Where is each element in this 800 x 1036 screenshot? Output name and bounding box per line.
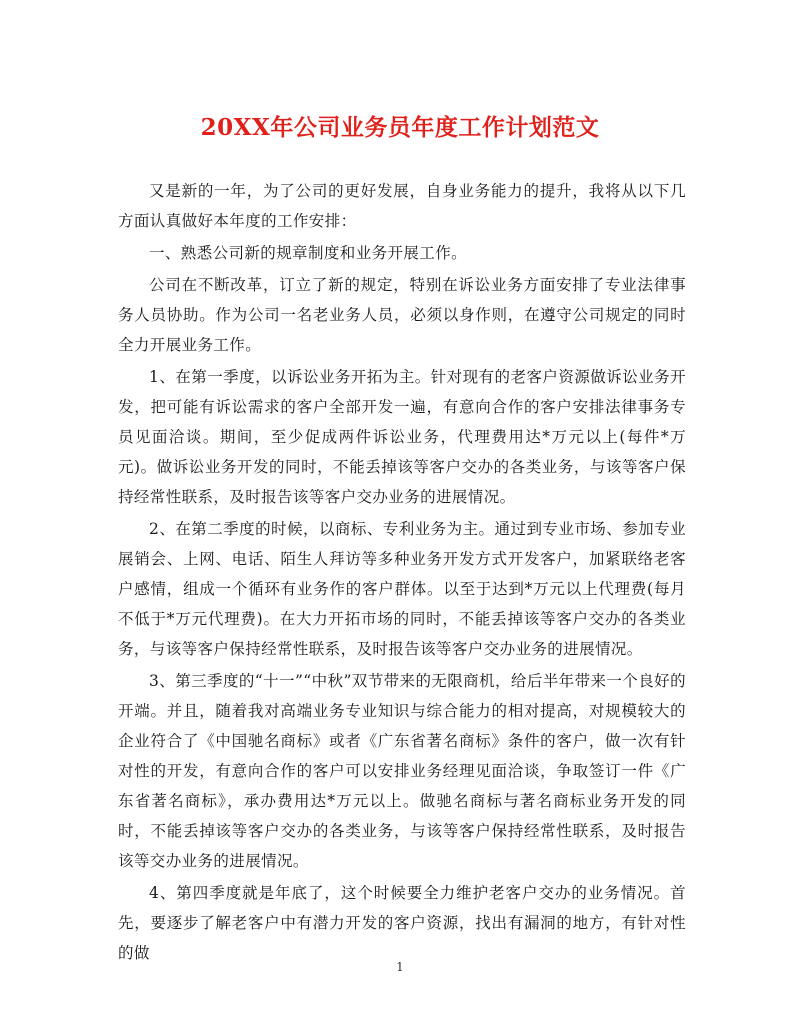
page-number: 1 — [396, 960, 404, 974]
paragraph-section-heading: 一、熟悉公司新的规章制度和业务开展工作。 — [149, 244, 468, 262]
paragraph-q4: 4、第四季度就是年底了，这个时候要全力维护老客户交办的业务情况。首先，要逐步了解老客户中有潜力开发的客户资源，找出有漏洞的地方，有针对性的做 — [118, 884, 686, 962]
paragraph-q3: 3、第三季度的“十一”“中秋”双节带来的无限商机，给后半年带来一个良好的开端。并且，随着我对高端业务专业知识与综合能力的相对提高，对规模较大的企业符合了《中国驰名商标》或者《广东省著名商标》条件的客户，做一次有针对性的开发，有意向合作的客户可以安排业务经理见面洽谈，争取签订一件《广东省著名商标》，承办费用达*万元以上。做驰名商标与著名商标业务开发的同时，不能丢掉该等客户交办的各类业务，与该等客户保持经常性联系，及时报告该等交办业务的进展情况。 — [118, 672, 686, 870]
document-body — [118, 176, 686, 968]
document-title: 20XX年公司业务员年度工作计划范文 — [200, 114, 600, 141]
paragraph-intro: 又是新的一年，为了公司的更好发展，自身业务能力的提升，我将从以下几方面认真做好本年度的工作安排： — [118, 182, 686, 230]
paragraph-q2: 2、在第二季度的时候，以商标、专利业务为主。通过到专业市场、参加专业展销会、上网、电话、陌生人拜访等多种业务开发方式开发客户，加紧联络老客户感情，组成一个循环有业务作的客户群体。以至于达到*万元以上代理费(每月不低于*万元代理费)。在大力开拓市场的同时，不能丢掉该等客户交办的各类业务，与该等客户保持经常性联系，及时报告该等客户交办业务的进展情况。 — [118, 520, 686, 658]
paragraph-company-reform: 公司在不断改革，订立了新的规定，特别在诉讼业务方面安排了专业法律事务人员协助。作为公司一名老业务人员，必须以身作则，在遵守公司规定的同时全力开展业务工作。 — [118, 276, 686, 354]
paragraph-q1: 1、在第一季度，以诉讼业务开拓为主。针对现有的老客户资源做诉讼业务开发，把可能有诉讼需求的客户全部开发一遍，有意向合作的客户安排法律事务专员见面洽谈。期间，至少促成两件诉讼业务，代理费用达*万元以上(每件*万元)。做诉讼业务开发的同时，不能丢掉该等客户交办的各类业务，与该等客户保持经常性联系，及时报告该等客户交办业务的进展情况。 — [118, 368, 686, 506]
